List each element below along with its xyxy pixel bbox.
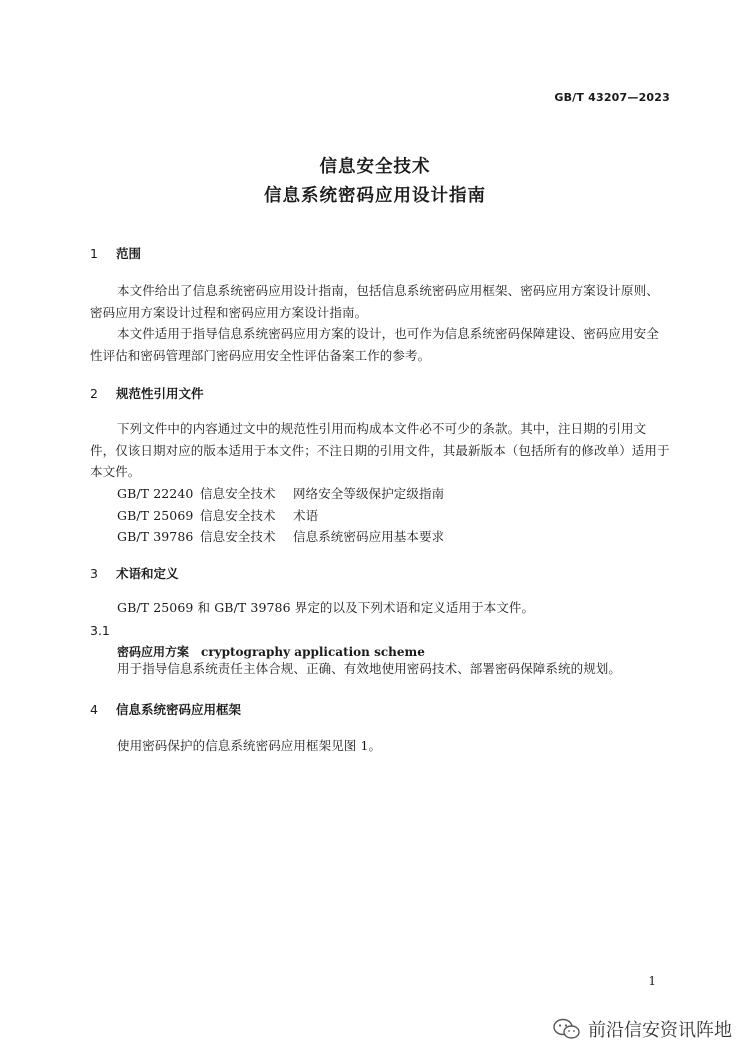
standard-number: GB/T 43207—2023 [554, 91, 670, 104]
section-heading-4 [90, 700, 241, 718]
paragraph-line: 使用密码保护的信息系统密码应用框架见图 1。 [117, 738, 382, 753]
section-title: 信息系统密码应用框架 [116, 702, 242, 717]
section-number: 2 [90, 386, 98, 401]
reference-code: GB/T 39786 [117, 529, 194, 544]
reference-title: 网络安全等级保护定级指南 [293, 486, 445, 501]
reference-title: 信息系统密码应用基本要求 [293, 529, 445, 544]
reference-code: GB/T 25069 [117, 508, 194, 523]
paragraph-line: 本文件给出了信息系统密码应用设计指南，包括信息系统密码应用框架、密码应用方案设计原则、 [117, 283, 659, 298]
reference-item [117, 505, 318, 527]
section-heading-2 [90, 384, 204, 402]
section-number: 1 [90, 246, 98, 261]
paragraph-line: GB/T 25069 和 GB/T 39786 界定的以及下列术语和定义适用于本文件。 [117, 600, 535, 615]
paragraph-line: 本文件适用于指导信息系统密码应用方案的设计，也可作为信息系统密码保障建设、密码应用安全 [117, 326, 659, 341]
paragraph-line: 本文件。 [90, 464, 141, 479]
paragraph-line: 件，仅该日期对应的版本适用于本文件；不注日期的引用文件，其最新版本（包括所有的修改单）适用于 [90, 443, 670, 458]
section-number: 4 [90, 702, 98, 717]
paragraph-line: 密码应用方案设计过程和密码应用方案设计指南。 [90, 305, 368, 320]
term-english: cryptography application scheme [201, 645, 425, 659]
reference-code: GB/T 22240 [117, 486, 194, 501]
title-line-2: 信息系统密码应用设计指南 [264, 186, 486, 206]
section-title: 术语和定义 [116, 566, 179, 581]
reference-series: 信息安全技术 [200, 508, 276, 523]
paragraph-line: 下列文件中的内容通过文中的规范性引用而构成本文件必不可少的条款。其中，注日期的引用文 [117, 421, 647, 436]
wechat-icon [552, 1017, 582, 1046]
section-number: 3 [90, 566, 98, 581]
section-title: 范围 [116, 246, 142, 261]
term-definition: 用于指导信息系统责任主体合规、正确、有效地使用密码技术、部署密码保障系统的规划。 [117, 661, 622, 676]
watermark-text: 前沿信安资讯阵地 [588, 1020, 732, 1041]
paragraph-line: 性评估和密码管理部门密码应用安全性评估备案工作的参考。 [90, 348, 431, 363]
section-heading-1 [90, 244, 141, 262]
title-line-1: 信息安全技术 [319, 157, 431, 177]
reference-series: 信息安全技术 [200, 486, 276, 501]
reference-title: 术语 [293, 508, 319, 523]
section-title: 规范性引用文件 [116, 386, 204, 401]
reference-item [117, 483, 444, 505]
watermark [552, 1016, 732, 1046]
term-number: 3.1 [90, 623, 110, 638]
term-chinese: 密码应用方案 [117, 645, 190, 659]
page-number: 1 [648, 974, 656, 988]
reference-series: 信息安全技术 [200, 529, 276, 544]
reference-item [117, 526, 444, 548]
section-heading-3 [90, 564, 179, 582]
